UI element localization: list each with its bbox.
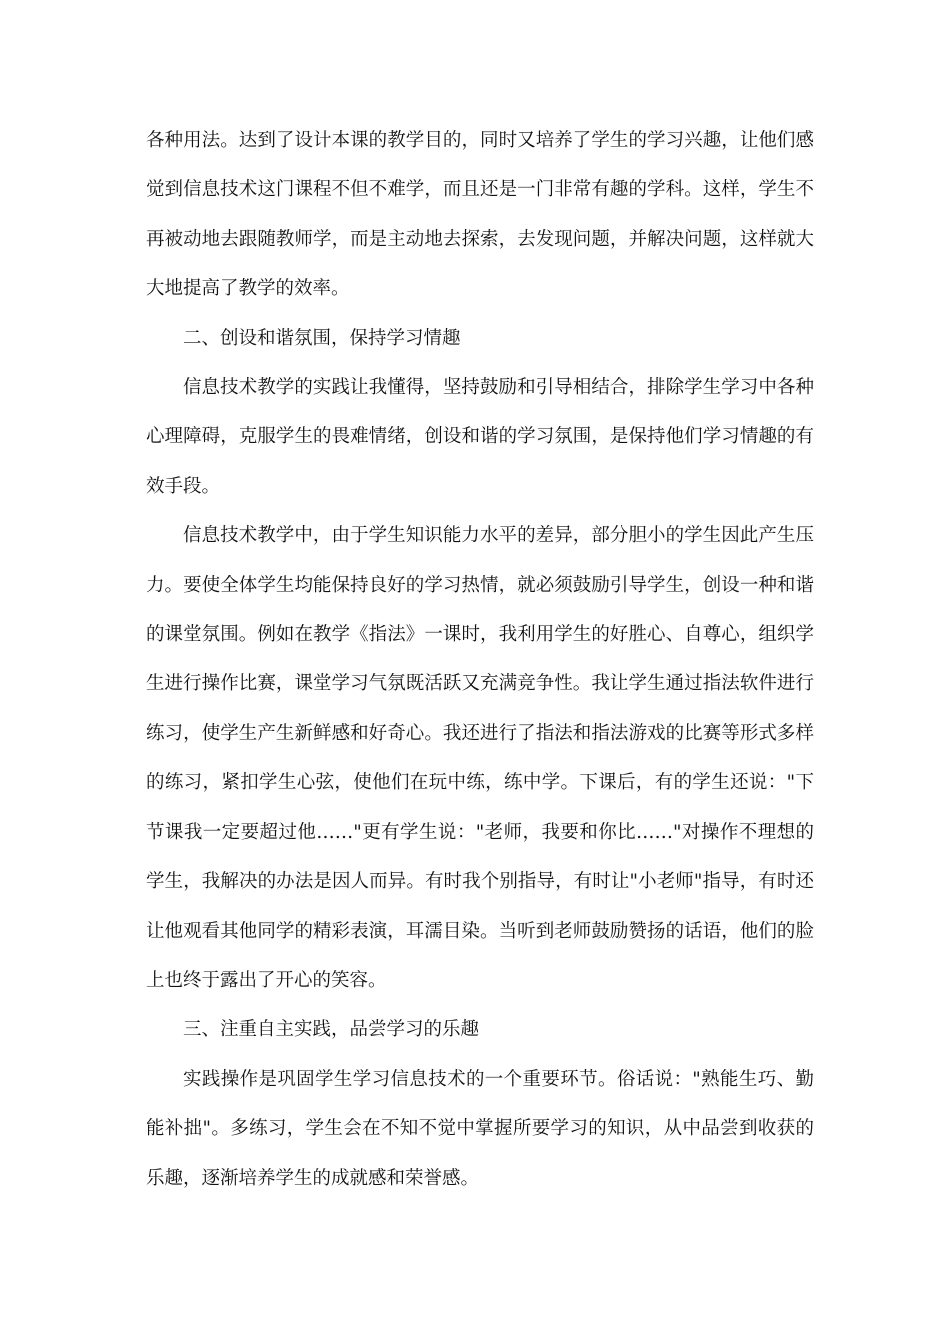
paragraph-body: 实践操作是巩固学生学习信息技术的一个重要环节。俗话说："熟能生巧、勤能补拙"。多练习，学生会在不知不觉中掌握所要学习的知识，从中品尝到收获的乐趣，逐渐培养学生的成就感和荣誉感。 (146, 1068, 814, 1189)
section-heading-2: 二、创设和谐氛围，保持学习情趣 (183, 327, 461, 349)
paragraph-continuation: 各种用法。达到了设计本课的教学目的，同时又培养了学生的学习兴趣，让他们感觉到信息技术这门课程不但不难学，而且还是一门非常有趣的学科。这样，学生不再被动地去跟随教师学，而是主动地去探索，去发现问题，并解决问题，这样就大大地提高了教学的效率。 (146, 130, 814, 300)
paragraph-body: 信息技术教学中，由于学生知识能力水平的差异，部分胆小的学生因此产生压力。要使全体学生均能保持良好的学习热情，就必须鼓励引导学生，创设一种和谐的课堂氛围。例如在教学《指法》一课时，我利用学生的好胜心、自尊心，组织学生进行操作比赛，课堂学习气氛既活跃又充满竞争性。我让学生通过指法软件进行练习，使学生产生新鲜感和好奇心。我还进行了指法和指法游戏的比赛等形式多样的练习，紧扣学生心弦，使他们在玩中练，练中学。下课后，有的学生还说："下节课我一定要超过他……"更有学生说："老师，我要和你比……"对操作不理想的学生，我解决的办法是因人而异。有时我个别指导，有时让"小老师"指导，有时还让他观看其他同学的精彩表演，耳濡目染。当听到老师鼓励赞扬的话语，他们的脸上也终于露出了开心的笑容。 (146, 525, 814, 991)
document-body (146, 116, 814, 1203)
section-heading-3: 三、注重自主实践，品尝学习的乐趣 (183, 1019, 480, 1041)
paragraph-body: 信息技术教学的实践让我懂得，坚持鼓励和引导相结合，排除学生学习中各种心理障碍，克服学生的畏难情绪，创设和谐的学习氛围，是保持他们学习情趣的有效手段。 (146, 377, 814, 497)
